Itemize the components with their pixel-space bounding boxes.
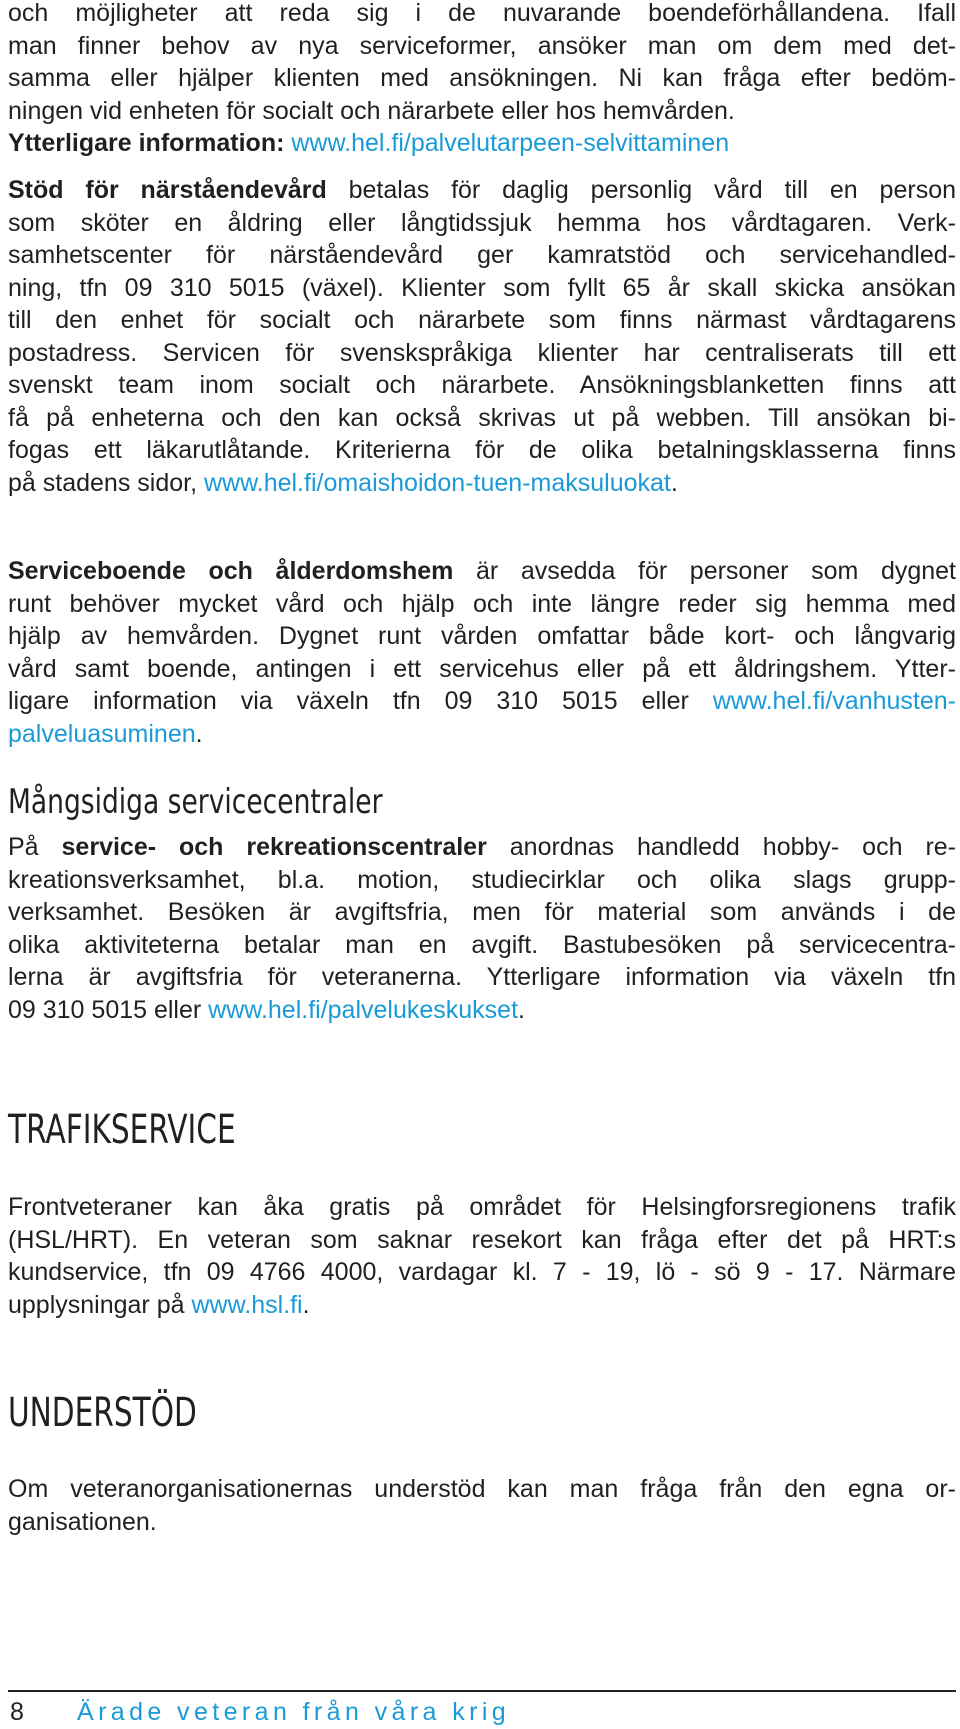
text-line <box>8 555 956 588</box>
text-line: fogas ett läkarutlåtande. Kriterierna för de olika betalningsklasserna finns <box>8 436 956 464</box>
text-line: kundservice, tfn 09 4766 4000, vardagar kl. 7 - 19, lö - sö 9 - 17. Närmare <box>8 1258 956 1286</box>
text-span: betalas för daglig personlig vård till en person <box>326 176 957 204</box>
text-span: är avsedda för personer som dygnet <box>453 557 957 585</box>
text-line: kreationsverksamhet, bl.a. motion, studiecirklar och olika slags grupp- <box>8 865 956 894</box>
text-line <box>8 127 956 160</box>
text-line: vård samt boende, antingen i ett servicehus eller på ett åldringshem. Ytter- <box>8 654 956 683</box>
text-line: verksamhet. Besöken är avgiftsfria, men för material som används i de <box>8 898 956 926</box>
text-line: postadress. Servicen för svenskspråkiga klienter har centraliserats till ett <box>8 338 956 367</box>
text-line <box>8 1289 956 1322</box>
section-heading-mangsidiga: Mångsidiga servicecentraler <box>8 782 383 822</box>
bold-lead: service- och rekreationscentraler <box>61 833 487 861</box>
text-line: Om veteranorganisationernas understöd kan man fråga från den egna or- <box>8 1475 956 1503</box>
bold-lead: Serviceboende och ålderdomshem <box>8 557 454 585</box>
text-line <box>8 685 956 718</box>
text-span: på stadens sidor, <box>8 468 204 497</box>
narstaendevard-paragraph <box>8 174 956 499</box>
text-line <box>8 467 956 500</box>
link-omaishoidon-tuen-maksuluokat[interactable]: www.hel.fi/omaishoidon-tuen-maksuluokat <box>203 468 671 497</box>
section-heading-trafikservice: TRAFIKSERVICE <box>8 1107 236 1153</box>
text-line: lerna är avgiftsfria för veteranerna. Ytterligare information via växeln tfn <box>8 963 956 991</box>
page-number: 8 <box>10 1698 24 1726</box>
link-vanhusten-palveluasuminen[interactable]: www.hel.fi/vanhusten- <box>712 687 956 715</box>
text-line: samhetscenter för närståendevård ger kamratstöd och servicehandled- <box>8 241 956 269</box>
text-line: hjälp av hemvården. Dygnet runt vården omfattar både kort- och långvarig <box>8 622 956 650</box>
section-heading-understod: UNDERSTÖD <box>8 1390 197 1436</box>
understod-paragraph <box>8 1473 956 1538</box>
text-line <box>8 718 956 751</box>
text-line <box>8 831 956 864</box>
bold-lead: Stöd för närståendevård <box>8 176 327 204</box>
link-palvelukeskukset[interactable]: www.hel.fi/palvelukeskukset <box>208 995 519 1024</box>
text-line: samma eller hjälper klienten med ansökningen. Ni kan fråga efter bedöm- <box>8 64 956 92</box>
link-palvelutarpeen-selvittaminen[interactable]: www.hel.fi/palvelutarpeen-selvittaminen <box>291 129 730 157</box>
text-span: 09 310 5015 eller <box>8 995 209 1024</box>
text-line: få på enheterna och den kan också skrivas ut på webben. Till ansökan bi- <box>8 403 956 432</box>
intro-paragraph <box>8 0 956 160</box>
text-line: ganisationen. <box>8 1507 157 1536</box>
text-span: anordnas handledd hobby- och re- <box>486 833 956 861</box>
text-span: På <box>8 833 62 861</box>
text-line: Frontveteraner kan åka gratis på området för Helsingforsregionens trafik <box>8 1193 956 1221</box>
text-line: svenskt team inom socialt och närarbete. Ansökningsblanketten finns att <box>8 371 956 399</box>
info-label: Ytterligare information: <box>8 129 285 157</box>
text-span: . <box>670 468 678 497</box>
text-span: ligare information via växeln tfn 09 310 5015 eller <box>8 687 713 715</box>
text-span: . <box>518 995 525 1024</box>
servicecentraler-paragraph <box>8 831 956 1026</box>
text-line: (HSL/HRT). En veteran som saknar resekort kan fråga efter det på HRT:s <box>8 1225 956 1254</box>
text-line <box>8 174 956 207</box>
text-span: . <box>195 719 203 748</box>
text-line: som sköter en åldring eller långtidssjuk hemma hos vårdtagaren. Verk- <box>8 208 956 237</box>
text-line: ning, tfn 09 310 5015 (växel). Klienter som fyllt 65 år skall skicka ansökan <box>8 273 956 302</box>
trafikservice-paragraph <box>8 1191 956 1321</box>
link-vanhusten-palveluasuminen-cont[interactable]: palveluasuminen <box>8 719 196 748</box>
text-span: . <box>302 1290 310 1319</box>
text-line: och möjligheter att reda sig i de nuvarande boendeförhållandena. Ifall <box>8 0 956 27</box>
text-line: ningen vid enheten för socialt och närarbete eller hos hemvården. <box>8 96 735 125</box>
text-line: olika aktiviteterna betalar man en avgift. Bastubesöken på servicecentra- <box>8 930 956 959</box>
footer-divider <box>8 1690 956 1692</box>
text-line <box>8 994 956 1027</box>
text-span: upplysningar på <box>8 1290 192 1319</box>
footer-title: Ärade veteran från våra krig <box>77 1698 511 1726</box>
text-line: man finner behov av nya serviceformer, ansöker man om dem med det- <box>8 31 956 60</box>
serviceboende-paragraph <box>8 555 956 750</box>
text-line: till den enhet för socialt och närarbete som finns närmast vårdtagarens <box>8 306 956 334</box>
link-hsl[interactable]: www.hsl.fi <box>191 1290 303 1319</box>
text-line: runt behöver mycket vård och hjälp och inte längre reder sig hemma med <box>8 589 956 618</box>
